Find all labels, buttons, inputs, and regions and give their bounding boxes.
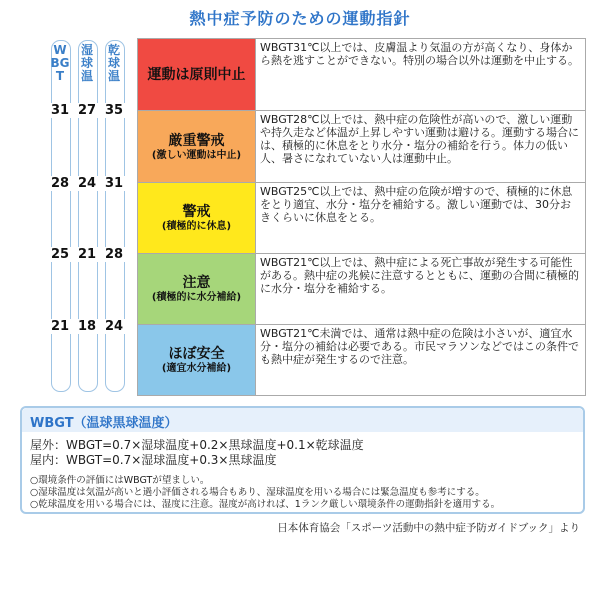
level-description: WBGT21℃以上では、熱中症による死亡事故が発生する可能性がある。熱中症の兆候に注意するとともに、運動の合間に積極的に水分・塩分を補給する。 <box>256 254 585 325</box>
tick-value: 18 <box>72 319 102 334</box>
column-label-wet-bulb: 湿球温 <box>80 43 93 83</box>
level-subtitle: (激しい運動は中止) <box>151 149 242 161</box>
tick-value: 21 <box>72 247 102 262</box>
formula-note: ○乾球温度を用いる場合には、湿度に注意。湿度が高ければ、1ランク厳しい環境条件の運動指針を適用する。 <box>30 499 501 510</box>
column-label-wbgt: WBGT <box>50 43 70 83</box>
formula-header <box>22 408 583 432</box>
tick-value: 24 <box>99 319 129 334</box>
level-cell <box>138 39 256 111</box>
tick-value: 24 <box>72 176 102 191</box>
formula-panel <box>20 406 585 514</box>
tick-value: 35 <box>99 103 129 118</box>
level-description: WBGT21℃未満では、通常は熱中症の危険は小さいが、適宜水分・塩分の補給は必要である。市民マラソンなどではこの条件でも熱中症が発生するので注意。 <box>256 325 585 395</box>
level-description: WBGT25℃以上では、熱中症の危険が増すので、積極的に休息をとり適宜、水分・塩分を補給する。激しい運動では、30分おきくらいに休息をとる。 <box>256 183 585 254</box>
level-cell <box>138 254 256 325</box>
formula-note: ○湿球温度は気温が高いと過小評価される場合もあり、湿球温度を用いる場合には緊急温度も参考にする。 <box>30 487 485 498</box>
formula-note: ○環境条件の評価にはWBGTが望ましい。 <box>30 475 210 486</box>
tick-value: 31 <box>99 176 129 191</box>
level-subtitle: (適宜水分補給) <box>161 362 232 374</box>
level-subtitle: (積極的に水分補給) <box>151 292 242 303</box>
tick-value: 25 <box>45 247 75 262</box>
level-description: WBGT28℃以上では、熱中症の危険性が高いので、激しい運動や持久走など体温が上昇しやすい運動は避ける。運動する場合には、積極的に休息をとり水分・塩分の補給を行う。体力の低い人、暑さになれていない人は運動中止。 <box>256 111 585 183</box>
level-row-caution <box>137 253 586 325</box>
level-row-stop <box>137 38 586 111</box>
dry-bulb-column <box>105 40 125 392</box>
level-cell <box>138 111 256 183</box>
tick-value: 21 <box>45 319 75 334</box>
level-title: 厳重警戒 <box>168 132 225 149</box>
level-subtitle: (積極的に休息) <box>161 221 232 232</box>
formula-heading: WBGT（温球黒球温度） <box>30 416 178 431</box>
tick-value: 28 <box>45 176 75 191</box>
wbgt-column <box>51 40 71 392</box>
level-cell <box>138 325 256 395</box>
level-row-warning <box>137 182 586 254</box>
page-title: 熱中症予防のための運動指針 <box>189 9 411 28</box>
level-row-severe <box>137 110 586 183</box>
formula-outdoor: 屋外：WBGT=0.7×湿球温度+0.2×黒球温度+0.1×乾球温度 <box>30 438 364 452</box>
tick-value: 28 <box>99 247 129 262</box>
column-label-dry-bulb: 乾球温 <box>107 43 120 83</box>
tick-value: 31 <box>45 103 75 118</box>
level-cell <box>138 183 256 254</box>
source-citation: 日本体育協会「スポーツ活動中の熱中症予防ガイドブック」より <box>277 522 580 534</box>
level-title: ほぼ安全 <box>168 345 225 362</box>
wet-bulb-column <box>78 40 98 392</box>
tick-value: 27 <box>72 103 102 118</box>
level-title: 運動は原則中止 <box>147 67 246 83</box>
level-row-safe <box>137 324 586 396</box>
level-title: 警戒 <box>182 204 211 220</box>
level-title: 注意 <box>182 275 211 291</box>
formula-indoor: 屋内：WBGT=0.7×湿球温度+0.3×黒球温度 <box>30 453 277 467</box>
level-description: WBGT31℃以上では、皮膚温より気温の方が高くなり、身体から熱を逃すことができない。特別の場合以外は運動を中止する。 <box>256 39 585 111</box>
